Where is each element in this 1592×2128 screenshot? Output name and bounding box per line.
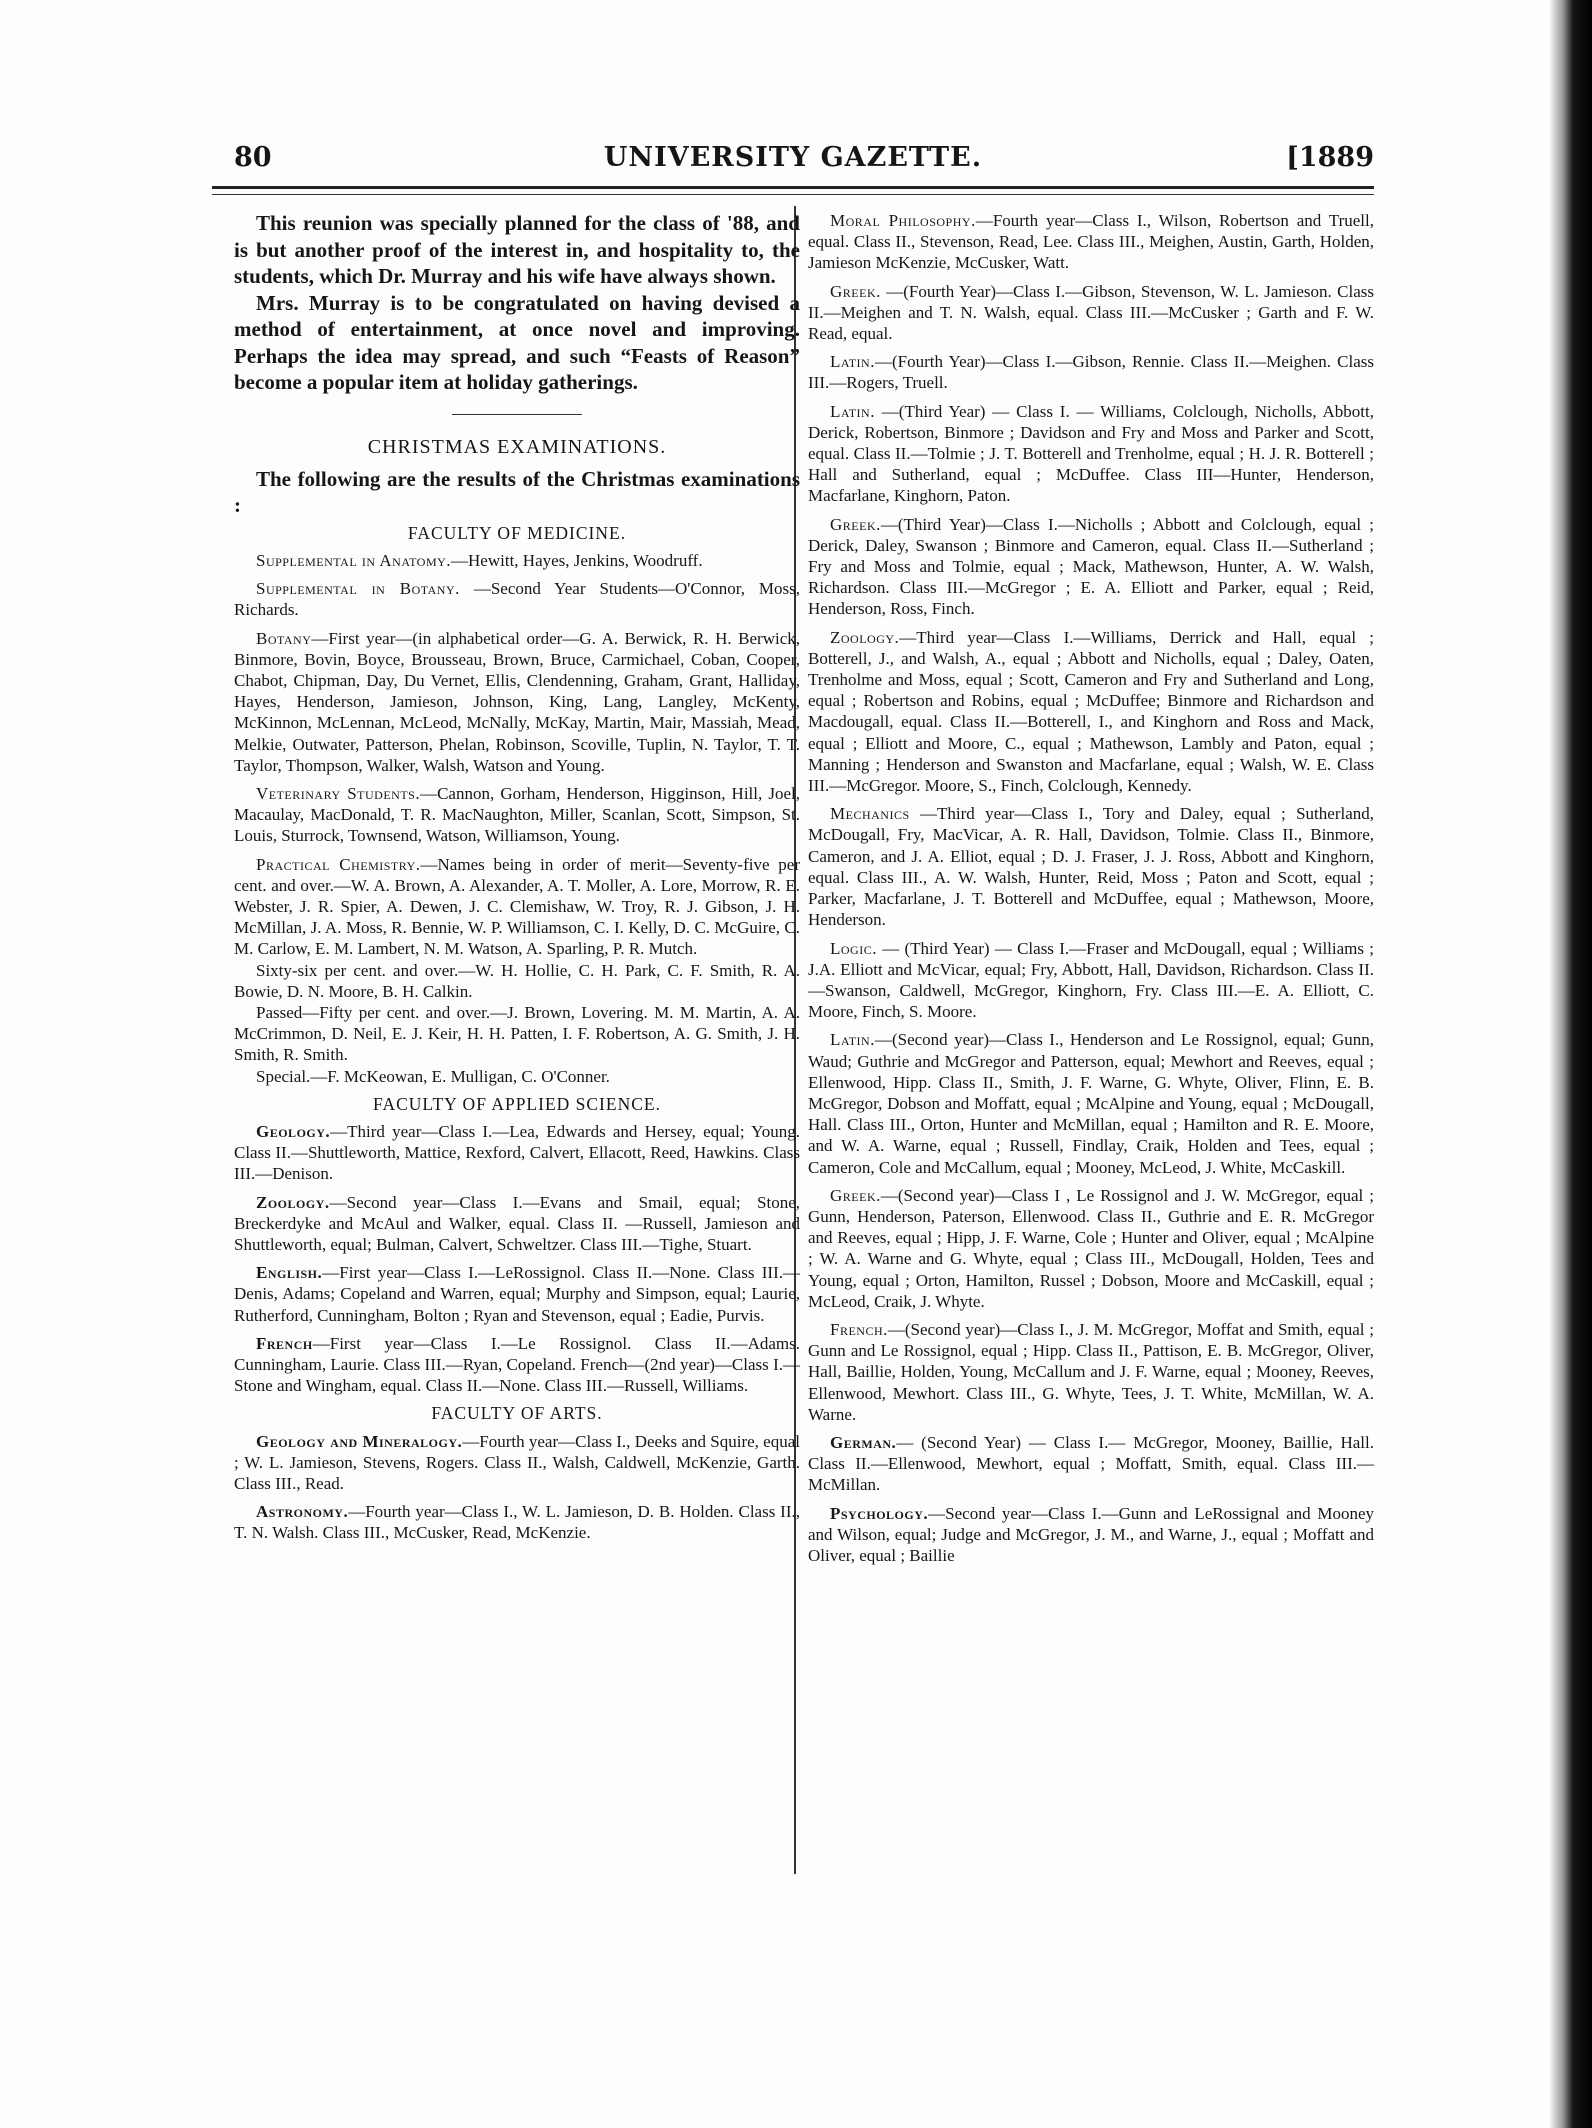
exams-heading: CHRISTMAS EXAMINATIONS. bbox=[367, 435, 667, 458]
exams-intro: The following are the results of the Christmas examinations : bbox=[234, 466, 800, 518]
subject-label: Psychology. bbox=[830, 1503, 929, 1523]
result-entry: Special.—F. McKeowan, E. Mulligan, C. O'Conner. bbox=[256, 1066, 610, 1086]
result-text: —Third year—Class I.—Williams, Derrick and Hall, equal ; Botterell, J., and Walsh, A., equal ; Abbott and Nicholls, equal ; Daley, Oaten, Trenholme and Moss, equal ; Scott, Cameron and Fry and Sutherland and Long, equal ; Robertson and Robins, equal ; McDuffee; Binmore and Richardson and Macdougall, equal. Class II.—Botterell, I., and Kinghorn and Ross and Mack, equal ; Elliott and Moore, C., equal ; Mathewson, Lambly and Paton, equal ; Manning ; Henderson and Swanston and Macfarlane, equal ; Walsh, W. E. Class III.—McGregor. Moore, S., Finch, Colclough, Kennedy. bbox=[808, 627, 1374, 796]
result-text: —First year—Class I.—Le Rossignol. Class II.—Adams. Cunningham, Laurie. Class III.—Ryan, Copeland. French—(2nd year)—Class I.—Stone and Wingham, equal. Class II.—None. Class III.—Russell, Williams. bbox=[234, 1333, 800, 1396]
result-text: —First year—Class I.—LeRossignol. Class II.—None. Class III.—Denis, Adams; Copeland and Warren, equal; Murphy and Simpson, equal; Laurie, Rutherford, Cunningham, Bolton ; Ryan and Stevenson, equal ; Eadie, Purvis. bbox=[234, 1263, 800, 1325]
result-text: — (Second Year) — Class I.— McGregor, Mooney, Baillie, Hall. Class II.—Ellenwood, Mewhort, equal ; Moffatt, Smith, equal. Class III.—McMillan. bbox=[808, 1432, 1374, 1495]
subject-label: French. bbox=[830, 1319, 888, 1339]
result-entry bbox=[808, 1185, 1374, 1312]
result-entry bbox=[808, 1503, 1374, 1567]
result-entry bbox=[808, 281, 1374, 345]
subject-label: Geology and Mineralogy. bbox=[256, 1431, 463, 1451]
subject-label: Supplemental in Anatomy. bbox=[256, 550, 452, 570]
running-header bbox=[212, 138, 1374, 190]
page-binding-edge bbox=[1550, 0, 1592, 2128]
result-entry bbox=[234, 1333, 800, 1397]
faculty-heading: FACULTY OF MEDICINE. bbox=[407, 522, 627, 543]
result-entry bbox=[808, 938, 1374, 1023]
result-text: —First year—(in alphabetical order—G. A. Berwick, R. H. Berwick, Binmore, Bovin, Boyce, Brousseau, Brown, Bruce, Carmichael, Coban, Cooper, Chabot, Chipman, Day, Du Vernet, Ellis, Clendenning, Graham, Grant, Halliday, Hayes, Henderson, Jamieson, Johnson, King, Lang, Langley, McKenty, McKinnon, McLennan, McLeod, McNally, McKay, Martin, Mair, Massiah, Mead, Melkie, Outwater, Patterson, Phelan, Robinson, Scoville, Tuplin, N. Taylor, T. T. Taylor, Thompson, Walker, Walsh, Watson and Young. bbox=[234, 628, 800, 775]
subject-label: Moral Philosophy. bbox=[830, 211, 976, 230]
result-entry bbox=[808, 401, 1374, 507]
publication-title: UNIVERSITY GAZETTE. bbox=[603, 142, 983, 173]
result-entry bbox=[808, 1432, 1374, 1496]
subject-label: Veterinary Students. bbox=[256, 783, 421, 803]
result-text: —(Third Year)—Class I.—Nicholls ; Abbott and Colclough, equal ; Derick, Daley, Swanson ; Binmore and Cameron, equal. Class II.—Sutherland ; Fry and Moss and Tolmie, equal ; Mack, Mathewson, Hunter, A. W. Walsh, Richardson. Class III.—McGregor ; E. A. Elliott and Parker, equal ; Reid, Henderson, Ross, Finch. bbox=[808, 514, 1374, 619]
intro-paragraph: Mrs. Murray is to be congratulated on having devised a method of entertainment, at once novel and improving. Perhaps the idea may spread, and such “Feasts of Reason” become a popular item at holiday gatherings. bbox=[234, 290, 800, 394]
result-text: —Fourth year—Class I., Deeks and Squire, equal ; W. L. Jamieson, Stevens, Rogers. Class II., Walsh, Caldwell, McKenzie, Garth. Class III., Read. bbox=[234, 1431, 800, 1494]
result-entry bbox=[234, 1501, 800, 1543]
left-column bbox=[234, 210, 800, 1551]
result-entry bbox=[234, 854, 800, 960]
result-entry bbox=[808, 514, 1374, 620]
result-entry bbox=[808, 351, 1374, 393]
subject-label: Mechanics bbox=[830, 804, 910, 824]
result-entry bbox=[234, 628, 800, 776]
subject-label: English. bbox=[256, 1263, 323, 1283]
subject-label: French bbox=[256, 1333, 313, 1353]
page-number: 80 bbox=[234, 142, 272, 173]
result-text: —(Fourth Year)—Class I.—Gibson, Rennie. Class II.—Meighen. Class III.—Rogers, Truell. bbox=[808, 352, 1374, 393]
result-entry bbox=[234, 1121, 800, 1185]
subject-label: Latin. bbox=[830, 401, 875, 421]
section-rule bbox=[452, 414, 582, 415]
result-text: —(Second year)—Class I., Henderson and Le Rossignol, equal; Gunn, Waud; Guthrie and McGregor and Patterson, equal; Mewhort and Reeves, equal ; Ellenwood, Hipp. Class II., Smith, J. F. Warne, G. Whyte, Oliver, Flinn, E. B. McGregor, Dobson and Moffatt, equal ; McAlpine and Young, equal ; McDougall, Hall. Class III., Orton, Hunter and McMillan, equal ; Hamilton and R. E. Moore, and W. A. Warne, equal ; Russell, Findlay, Craik, Holden and Tees, equal ; Cameron, Cole and McCallum, equal ; Mooney, McLeod, J. White, McCaskill. bbox=[808, 1030, 1374, 1177]
result-text: —Third year—Class I.—Lea, Edwards and Hersey, equal; Young. Class II.—Shuttleworth, Mattice, Rexford, Calvert, Ellacott, Reed, Hawkins. Class III.—Denison. bbox=[234, 1121, 800, 1184]
result-text: —(Third Year) — Class I. — Williams, Colclough, Nicholls, Abbott, Derick, Robertson, Binmore ; Davidson and Fry and Moss and Parker and Scott, equal. Class II.—Tolmie ; J. T. Botterell and Trenholme, equal ; H. J. R. Botterell ; Hall and Sutherland, equal ; McDuffee. Class III—Hunter, Henderson, Macfarlane, Kinghorn, Paton. bbox=[808, 401, 1374, 506]
result-text: —Names being in order of merit—Seventy-five per cent. and over.—W. A. Brown, A. Alexander, A. T. Moller, A. Lore, Morrow, R. E. Webster, J. R. Spier, A. Dewen, J. C. Clemishaw, W. Troy, R. J. Gibson, J. H. McMillan, J. A. Moss, R. Bennie, W. P. Williamson, C. I. Kelly, D. C. McGuire, C. M. Carlow, E. M. Lambert, N. M. Watson, A. Sparling, P. R. Mutch. bbox=[234, 854, 801, 959]
result-entry bbox=[808, 210, 1374, 274]
result-text: —Third year—Class I., Tory and Daley, equal ; Sutherland, McDougall, Fry, MacVicar, A. R. Hall, Davidson, Tolmie. Class II., Binmore, Cameron, and J. A. Elliot, equal ; D. J. Fraser, J. J. Ross, Abbott and Kinghorn, equal. Class III., A. W. Walsh, Hunter, Reid, Moss ; Paton and Scott, equal ; Parker, Macfarlane, J. T. Botterell and McDuffee, equal ; Mathewson, Moore, Henderson. bbox=[808, 804, 1374, 930]
subject-label: Logic. bbox=[830, 938, 877, 958]
header-rule-thin bbox=[212, 194, 1374, 195]
result-entry bbox=[234, 1431, 800, 1495]
result-text: —(Fourth Year)—Class I.—Gibson, Stevenson, W. L. Jamieson. Class II.—Meighen and T. N. Walsh, equal. Class III.—McCusker ; Garth and F. W. Read, equal. bbox=[808, 281, 1374, 344]
result-entry: Passed—Fifty per cent. and over.—J. Brown, Lovering. M. M. Martin, A. A. McCrimmon, D. Neil, E. J. Keir, H. H. Patten, I. F. Robertson, A. G. Smith, J. H. Smith, R. Smith. bbox=[234, 1002, 800, 1065]
result-entry bbox=[234, 550, 800, 571]
subject-label: Latin. bbox=[830, 1030, 875, 1050]
subject-label: Zoology. bbox=[256, 1192, 330, 1212]
subject-label: Geology. bbox=[256, 1121, 331, 1141]
result-text: —(Second year)—Class I., J. M. McGregor, Moffat and Smith, equal ; Gunn and Le Rossignol, equal ; Hipp. Class II., Pattison, E. B. McGregor, Oliver, Hall, Baillie, Holden, Young, McCallum and J. F. Warne, equal ; Mooney, Reeves, Ellenwood, Mewhort. Class III., G. Whyte, Tees, J. T. White, McMillan, W. A. Warne. bbox=[808, 1319, 1374, 1424]
subject-label: Greek. bbox=[830, 281, 881, 301]
result-text: —Second year—Class I.—Evans and Smail, equal; Stone, Breckerdyke and McAul and Walker, equal. Class II. —Russell, Jamieson and Shuttleworth, equal; Bulman, Calvert, Schweltzer. Class III.—Tighe, Stuart. bbox=[234, 1192, 800, 1254]
result-entry bbox=[234, 783, 800, 847]
result-text: —(Second year)—Class I , Le Rossignol and J. W. McGregor, equal ; Gunn, Henderson, Paterson, Ellenwood. Class II., Guthrie and E. R. McGregor and Reeves, equal ; Hipp, J. F. Warne, Cole ; Hunter and Oliver, equal ; McAlpine ; W. A. Warne and G. Whyte, equal ; Class III., McDougall, Holden, Tees and Young, equal ; Orton, Hamilton, Russel ; Dobson, Moore and McCaskill, equal ; McLeod, Craik, J. Whyte. bbox=[808, 1185, 1374, 1311]
header-rule-thick bbox=[212, 186, 1374, 189]
result-entry bbox=[808, 1029, 1374, 1177]
header-year: [1889 bbox=[1286, 142, 1374, 173]
faculty-heading: FACULTY OF APPLIED SCIENCE. bbox=[373, 1093, 661, 1114]
result-entry bbox=[234, 1192, 800, 1256]
subject-label: German. bbox=[830, 1432, 897, 1452]
result-entry bbox=[808, 1319, 1374, 1425]
result-entry bbox=[808, 627, 1374, 797]
result-text: —Fourth year—Class I., W. L. Jamieson, D. B. Holden. Class II., T. N. Walsh. Class III., McCusker, Read, McKenzie. bbox=[234, 1502, 800, 1543]
faculty-heading: FACULTY OF ARTS. bbox=[431, 1403, 603, 1424]
result-entry: Sixty-six per cent. and over.—W. H. Hollie, C. H. Park, C. F. Smith, R. A. Bowie, D. N. Moore, B. H. Calkin. bbox=[234, 960, 800, 1001]
right-column bbox=[808, 210, 1374, 1573]
result-text: — (Third Year) — Class I.—Fraser and McDougall, equal ; Williams ; J.A. Elliott and McVicar, equal; Fry, Abbott, Hall, Davidson, Richardson. Class II.—Swanson, Caldwell, McGregor, Kinghorn, Fry. Class III.—E. A. Elliott, C. Moore, Finch, S. Moore. bbox=[808, 938, 1374, 1022]
subject-label: Astronomy. bbox=[256, 1502, 349, 1522]
result-entry bbox=[234, 578, 800, 620]
subject-label: Greek. bbox=[830, 514, 881, 534]
subject-label: Latin. bbox=[830, 352, 875, 372]
result-text: —Second year—Class I.—Gunn and LeRossignal and Mooney and Wilson, equal; Judge and McGregor, J. M., and Warne, J., equal ; Moffatt and Oliver, equal ; Baillie bbox=[808, 1503, 1374, 1565]
result-text: —Fourth year—Class I., Wilson, Robertson and Truell, equal. Class II., Stevenson, Read, Lee. Class III., Meighen, Austin, Garth, Holden, Jamieson McKenzie, McCusker, Watt. bbox=[808, 211, 1374, 273]
result-text: —Second Year Students—O'Connor, Moss, Richards. bbox=[234, 579, 800, 620]
subject-label: Greek. bbox=[830, 1185, 881, 1205]
result-entry bbox=[234, 1262, 800, 1326]
subject-label: Supplemental in Botany. bbox=[256, 579, 460, 599]
subject-label: Practical Chemistry. bbox=[256, 854, 421, 874]
result-text: —Hewitt, Hayes, Jenkins, Woodruff. bbox=[451, 550, 703, 570]
intro-paragraph: This reunion was specially planned for the class of '88, and is but another proof of the interest in, and hospitality to, the students, which Dr. Murray and his wife have always shown. bbox=[234, 211, 800, 288]
subject-label: Zoology. bbox=[830, 627, 900, 647]
result-entry bbox=[808, 803, 1374, 930]
subject-label: Botany bbox=[256, 628, 312, 648]
result-text: —Cannon, Gorham, Henderson, Higginson, Hill, Joel, Macaulay, MacDonald, T. R. MacNaughton, Miller, Scanlan, Scott, Simpson, St. Louis, Sturrock, Townsend, Watson, Williamson, Young. bbox=[234, 783, 800, 846]
